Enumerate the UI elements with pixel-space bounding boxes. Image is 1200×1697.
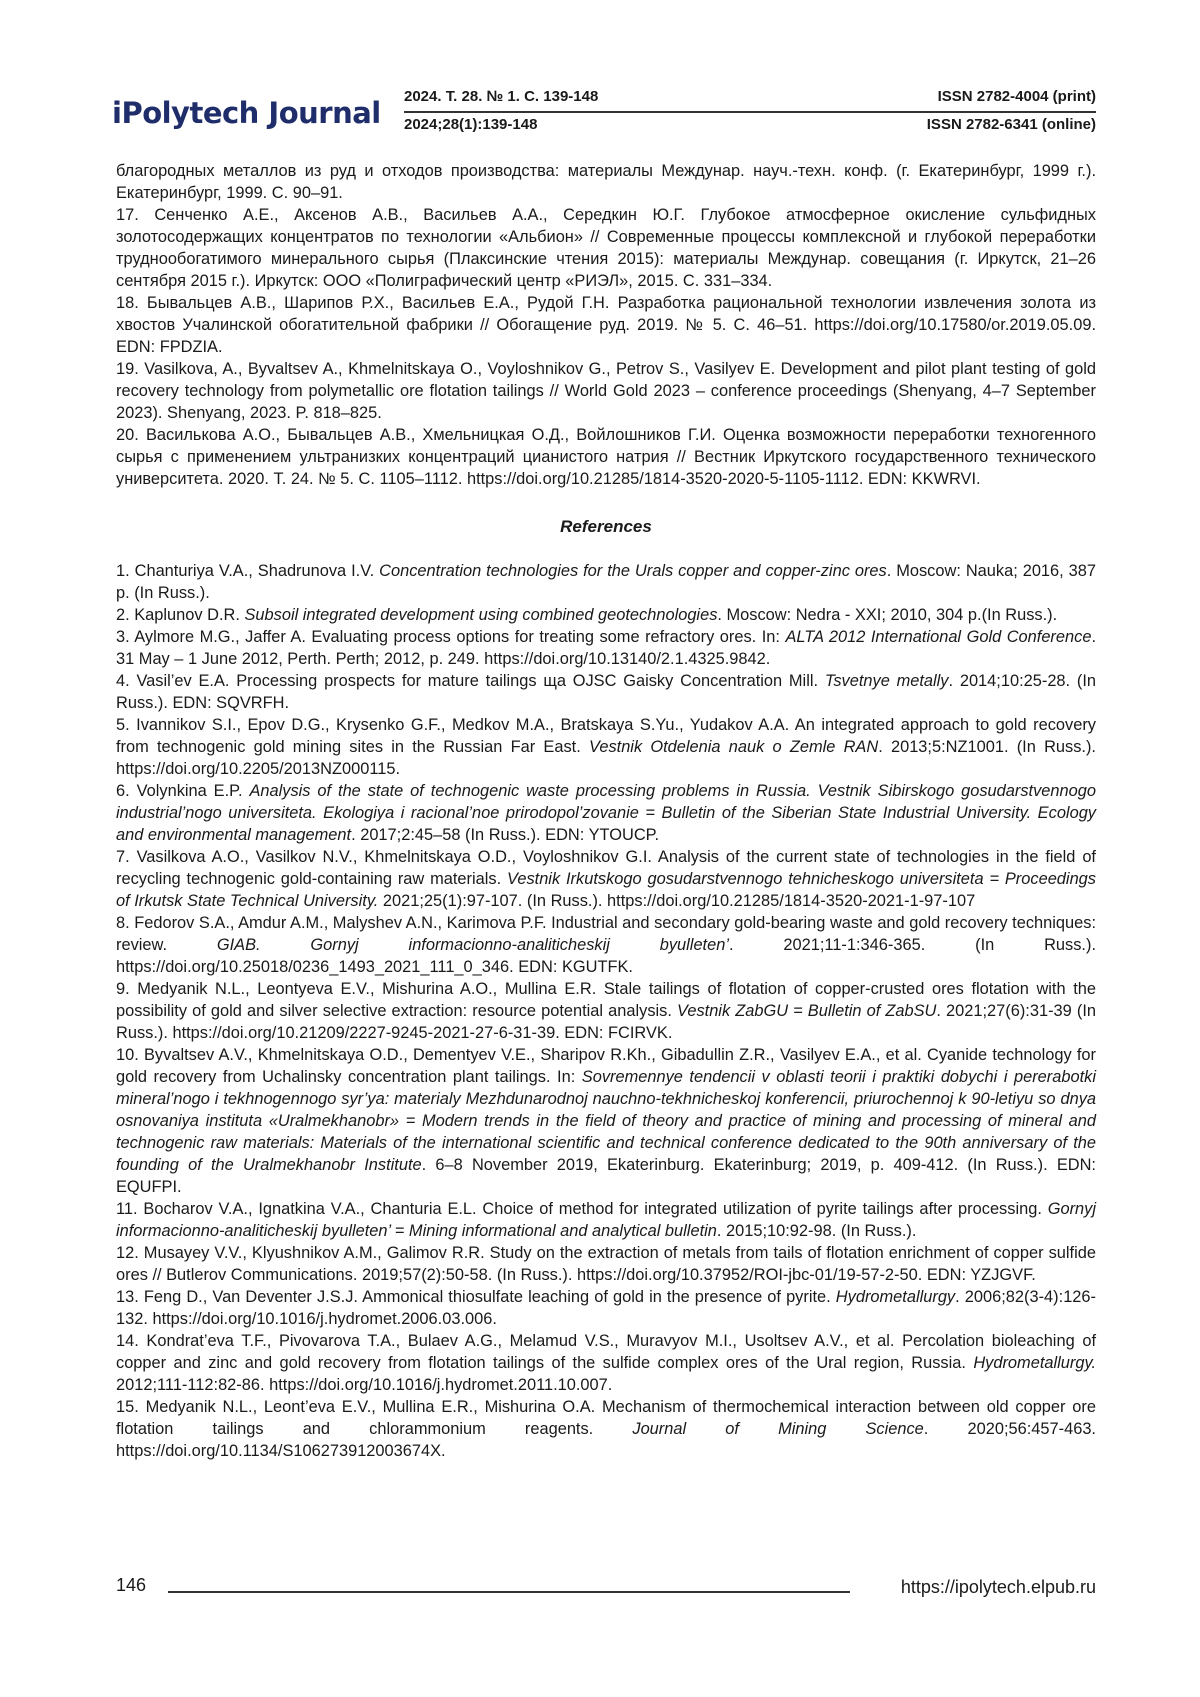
reference-text: 14. Kondrat’eva T.F., Pivovarova T.A., Bulaev A.G., Melamud V.S., Muravyov M.I., Usoltsev A.V., et al. Percolation bioleaching of copper and zinc and gold recovery from flotation tailings of the sulfide complex ores of the Ural region, Russia. (116, 1332, 1096, 1372)
reference-text: 19. Vasilkova, A., Byvaltsev A., Khmelnitskaya O., Voyloshnikov G., Petrov S., Vasilyev E. Development and pilot plant testing of gold recovery technology from polymetallic ore flotation tailings // World Gold 2023 – conference proceedings (Shenyang, 4–7 September 2023). Shenyang, 2023. P. 818–825. (116, 360, 1096, 422)
reference-text: благородных металлов из руд и отходов производства: материалы Междунар. науч.-техн. конф. (г. Екатеринбург, 1999 г.). Екатеринбург, 1999. С. 90–91. (116, 162, 1096, 202)
reference-text: . Moscow: Nauka; 2016, 387 p. (In Russ.). (116, 562, 1097, 602)
reference-content (116, 160, 1096, 1462)
references-heading: References (560, 517, 652, 536)
reference-text: . 2021;11-1:346-365. (In Russ.). https://doi.org/10.25018/0236_1493_2021_111_0_346. EDN: KGUTFK. (116, 936, 1096, 976)
reference-entry (116, 1242, 1096, 1286)
reference-text: 1. Chanturiya V.A., Shadrunova I.V. (116, 562, 380, 580)
reference-source: Subsoil integrated development using combined geotechnologies (244, 606, 718, 624)
reference-entry (116, 1396, 1096, 1462)
reference-source: Journal of Mining Science (632, 1420, 924, 1438)
reference-text: . Moscow: Nedra - XXI; 2010, 304 p.(In Russ.). (717, 606, 1058, 624)
reference-text: 2012;111-112:82-86. https://doi.org/10.1016/j.hydromet.2011.10.007. (116, 1376, 613, 1394)
reference-text: 5. Ivannikov S.I., Epov D.G., Krysenko G.F., Medkov M.A., Bratskaya S.Yu., Yudakov A.A. An integrated approach to gold recovery from technogenic gold mining sites in the Russian Far East. (116, 716, 1096, 756)
reference-source: Hydrometallurgy. (973, 1354, 1096, 1372)
reference-entry (116, 780, 1096, 846)
citation-en: 2024;28(1):139-148 (404, 116, 538, 133)
citation-ru: 2024. Т. 28. № 1. С. 139-148 (404, 88, 599, 105)
reference-entry (116, 846, 1096, 912)
reference-text: . 2013;5:NZ1001. (In Russ.). https://doi.org/10.2205/2013NZ000115. (116, 738, 1096, 778)
reference-text: . 6–8 November 2019, Ekaterinburg. Ekaterinburg; 2019, p. 409-412. (In Russ.). EDN: EQUFPI. (116, 1156, 1096, 1196)
reference-text: 3. Aylmore M.G., Jaffer A. Evaluating process options for treating some refractory ores. In: (116, 628, 786, 646)
header-rule (404, 111, 1096, 113)
issn-online: ISSN 2782-6341 (online) (926, 116, 1096, 133)
reference-text: 9. Medyanik N.L., Leontyeva E.V., Mishurina A.O., Mullina E.R. Stale tailings of flotation of copper-crusted ores flotation with the possibility of gold and silver selective extraction: resource potential analysis. (116, 980, 1096, 1020)
issn-print: ISSN 2782-4004 (print) (937, 88, 1096, 105)
reference-text: 11. Bocharov V.A., Ignatkina V.A., Chanturia E.L. Choice of method for integrated utilization of pyrite tailings after processing. (116, 1200, 1048, 1218)
journal-header (112, 84, 1096, 140)
reference-entry (116, 1330, 1096, 1396)
reference-text: 10. Byvaltsev A.V., Khmelnitskaya O.D., Dementyev V.E., Sharipov R.Kh., Gibadullin Z.R., Vasilyev E.A., et al. Cyanide technology for gold recovery from Uchalinsky concentration plant tailings. In: (116, 1046, 1096, 1086)
reference-text: . 2017;2:45–58 (In Russ.). EDN: YTOUCP. (351, 826, 660, 844)
reference-source: Vestnik Otdelenia nauk o Zemle RAN (589, 738, 879, 756)
reference-text: 18. Бывальцев А.В., Шарипов Р.Х., Васильев Е.А., Рудой Г.Н. Разработка рациональной технологии извлечения золота из хвостов Учалинской обогатительной фабрики // Обогащение руд. 2019. № 5. С. 46–51. https://doi.org/10.17580/or.2019.05.09. EDN: FPDZIA. (116, 294, 1096, 356)
reference-entry (116, 978, 1096, 1044)
reference-source: Vestnik Irkutskogo gosudarstvennogo tehnicheskogo universiteta = Proceedings of Irkutsk State Technical University. (116, 870, 1096, 910)
reference-entry (116, 160, 1096, 204)
reference-text: . 2006;82(3-4):126-132. https://doi.org/10.1016/j.hydromet.2006.03.006. (116, 1288, 1096, 1328)
reference-text: . 31 May – 1 June 2012, Perth. Perth; 2012, p. 249. https://doi.org/10.13140/2.1.4325.9842. (116, 628, 1096, 668)
english-reference-list (116, 560, 1096, 1462)
reference-text: 13. Feng D., Van Deventer J.S.J. Ammonical thiosulfate leaching of gold in the presence of pyrite. (116, 1288, 836, 1306)
journal-url[interactable]: https://ipolytech.elpub.ru (900, 1577, 1096, 1597)
journal-logo: iPolytech Journal (112, 96, 381, 130)
reference-text: 7. Vasilkova A.O., Vasilkov N.V., Khmelnitskaya O.D., Voyloshnikov G.I. Analysis of the current state of technologies in the field of recycling technogenic gold-containing raw materials. (116, 848, 1096, 888)
reference-entry (116, 358, 1096, 424)
reference-source: Concentration technologies for the Urals copper and copper-zinc ores (379, 562, 887, 580)
page-number: 146 (116, 1575, 147, 1595)
reference-source: Hydrometallurgy (835, 1288, 956, 1306)
reference-entry (116, 626, 1096, 670)
reference-text: . 2020;56:457-463. https://doi.org/10.1134/S106273912003674X. (116, 1420, 1096, 1460)
reference-text: 17. Сенченко А.Е., Аксенов А.В., Васильев А.А., Середкин Ю.Г. Глубокое атмосферное окисление сульфидных золотосодержащих концентратов по технологии «Альбион» // Современные процессы комплексной и глубокой переработки труднообогатимого минерального сырья (Плаксинские чтения 2015): материалы Междунар. совещания (г. Иркутск, 21–26 сентября 2015 г.). Иркутск: ООО «Полиграфический центр «РИЭЛ», 2015. С. 331–334. (116, 206, 1096, 290)
reference-text: 15. Medyanik N.L., Leont’eva E.V., Mullina E.R., Mishurina O.A. Mechanism of thermochemical interaction between old copper ore flotation tailings and chlorammonium reagents. (116, 1398, 1096, 1438)
reference-text: 20. Василькова А.О., Бывальцев А.В., Хмельницкая О.Д., Войлошников Г.И. Оценка возможности переработки техногенного сырья с применением ультранизких концентраций цианистого натрия // Вестник Иркутского государственного технического университета. 2020. Т. 24. № 5. С. 1105–1112. https://doi.org/10.21285/1814-3520-2020-5-1105-1112. EDN: KKWRVI. (116, 426, 1096, 488)
reference-text: 4. Vasil’ev E.A. Processing prospects for mature tailings ща OJSC Gaisky Concentration Mill. (116, 672, 825, 690)
reference-text: . 2014;10:25-28. (In Russ.). EDN: SQVRFH. (116, 672, 1096, 712)
reference-text: 2. Kaplunov D.R. (116, 606, 245, 624)
reference-text: . 2021;27(6):31-39 (In Russ.). https://doi.org/10.21209/2227-9245-2021-27-6-31-39. EDN: FCIRVK. (116, 1002, 1096, 1042)
reference-text: 8. Fedorov S.A., Amdur A.M., Malyshev A.N., Karimova P.F. Industrial and secondary gold-bearing waste and gold recovery techniques: review. (116, 914, 1096, 954)
reference-source: Sovremennye tendencii v oblasti teorii i praktiki dobychi i pererabotki mineral’nogo i tekhnogennogo syr’ya: materialy Mezhdunarodnoj nauchno-tekhnicheskoj konferencii, priurochennoj k 90-letiyu so dnya osnovaniya instituta «Uralmekhanobr» = Modern trends in the field of theory and practice of mining and processing of mineral and technogenic raw materials: Materials of the international scientific and technical conference dedicated to the 90th anniversary of the founding of the Uralmekhanobr Institute (116, 1068, 1096, 1174)
reference-entry (116, 912, 1096, 978)
meta-row-1 (404, 88, 1096, 110)
reference-entry (116, 1044, 1096, 1198)
reference-entry (116, 292, 1096, 358)
reference-source: Analysis of the state of technogenic waste processing problems in Russia. Vestnik Sibirskogo gosudarstvennogo industrial’nogo universiteta. Ekologiya i racional’noe prirodopol’zovanie = Bulletin of the Siberian State Industrial University. Ecology and environmental management (116, 782, 1096, 844)
reference-entry (116, 424, 1096, 490)
journal-meta (404, 84, 1096, 140)
reference-text: 6. Volynkina E.P. (116, 782, 250, 800)
russian-reference-list (116, 160, 1096, 490)
reference-entry (116, 560, 1096, 604)
reference-text: . 2015;10:92-98. (In Russ.). (716, 1222, 917, 1240)
reference-source: Vestnik ZabGU = Bulletin of ZabSU (677, 1002, 937, 1020)
reference-text: 2021;25(1):97-107. (In Russ.). https://doi.org/10.21285/1814-3520-2021-1-97-107 (378, 892, 976, 910)
footer-rule (168, 1591, 850, 1593)
reference-entry (116, 714, 1096, 780)
reference-source: ALTA 2012 International Gold Conference (785, 628, 1092, 646)
meta-row-2 (404, 116, 1096, 138)
reference-source: Tsvetnye metally (824, 672, 949, 690)
reference-text: 12. Musayey V.V., Klyushnikov A.M., Galimov R.R. Study on the extraction of metals from tails of flotation enrichment of copper sulfide ores // Butlerov Communications. 2019;57(2):50-58. (In Russ.). https://doi.org/10.37952/ROI-jbc-01/19-57-2-50. EDN: YZJGVF. (116, 1244, 1096, 1284)
reference-entry (116, 670, 1096, 714)
reference-source: GIAB. Gornyj informacionno-analiticheskij byulleten’ (216, 936, 729, 954)
reference-entry (116, 1286, 1096, 1330)
page-footer (116, 1575, 1096, 1605)
reference-entry (116, 1198, 1096, 1242)
reference-entry (116, 604, 1096, 626)
reference-source: Gornyj informacionno-analiticheskij byulleten’ = Mining informational and analytical bulletin (116, 1200, 1096, 1240)
reference-entry (116, 204, 1096, 292)
